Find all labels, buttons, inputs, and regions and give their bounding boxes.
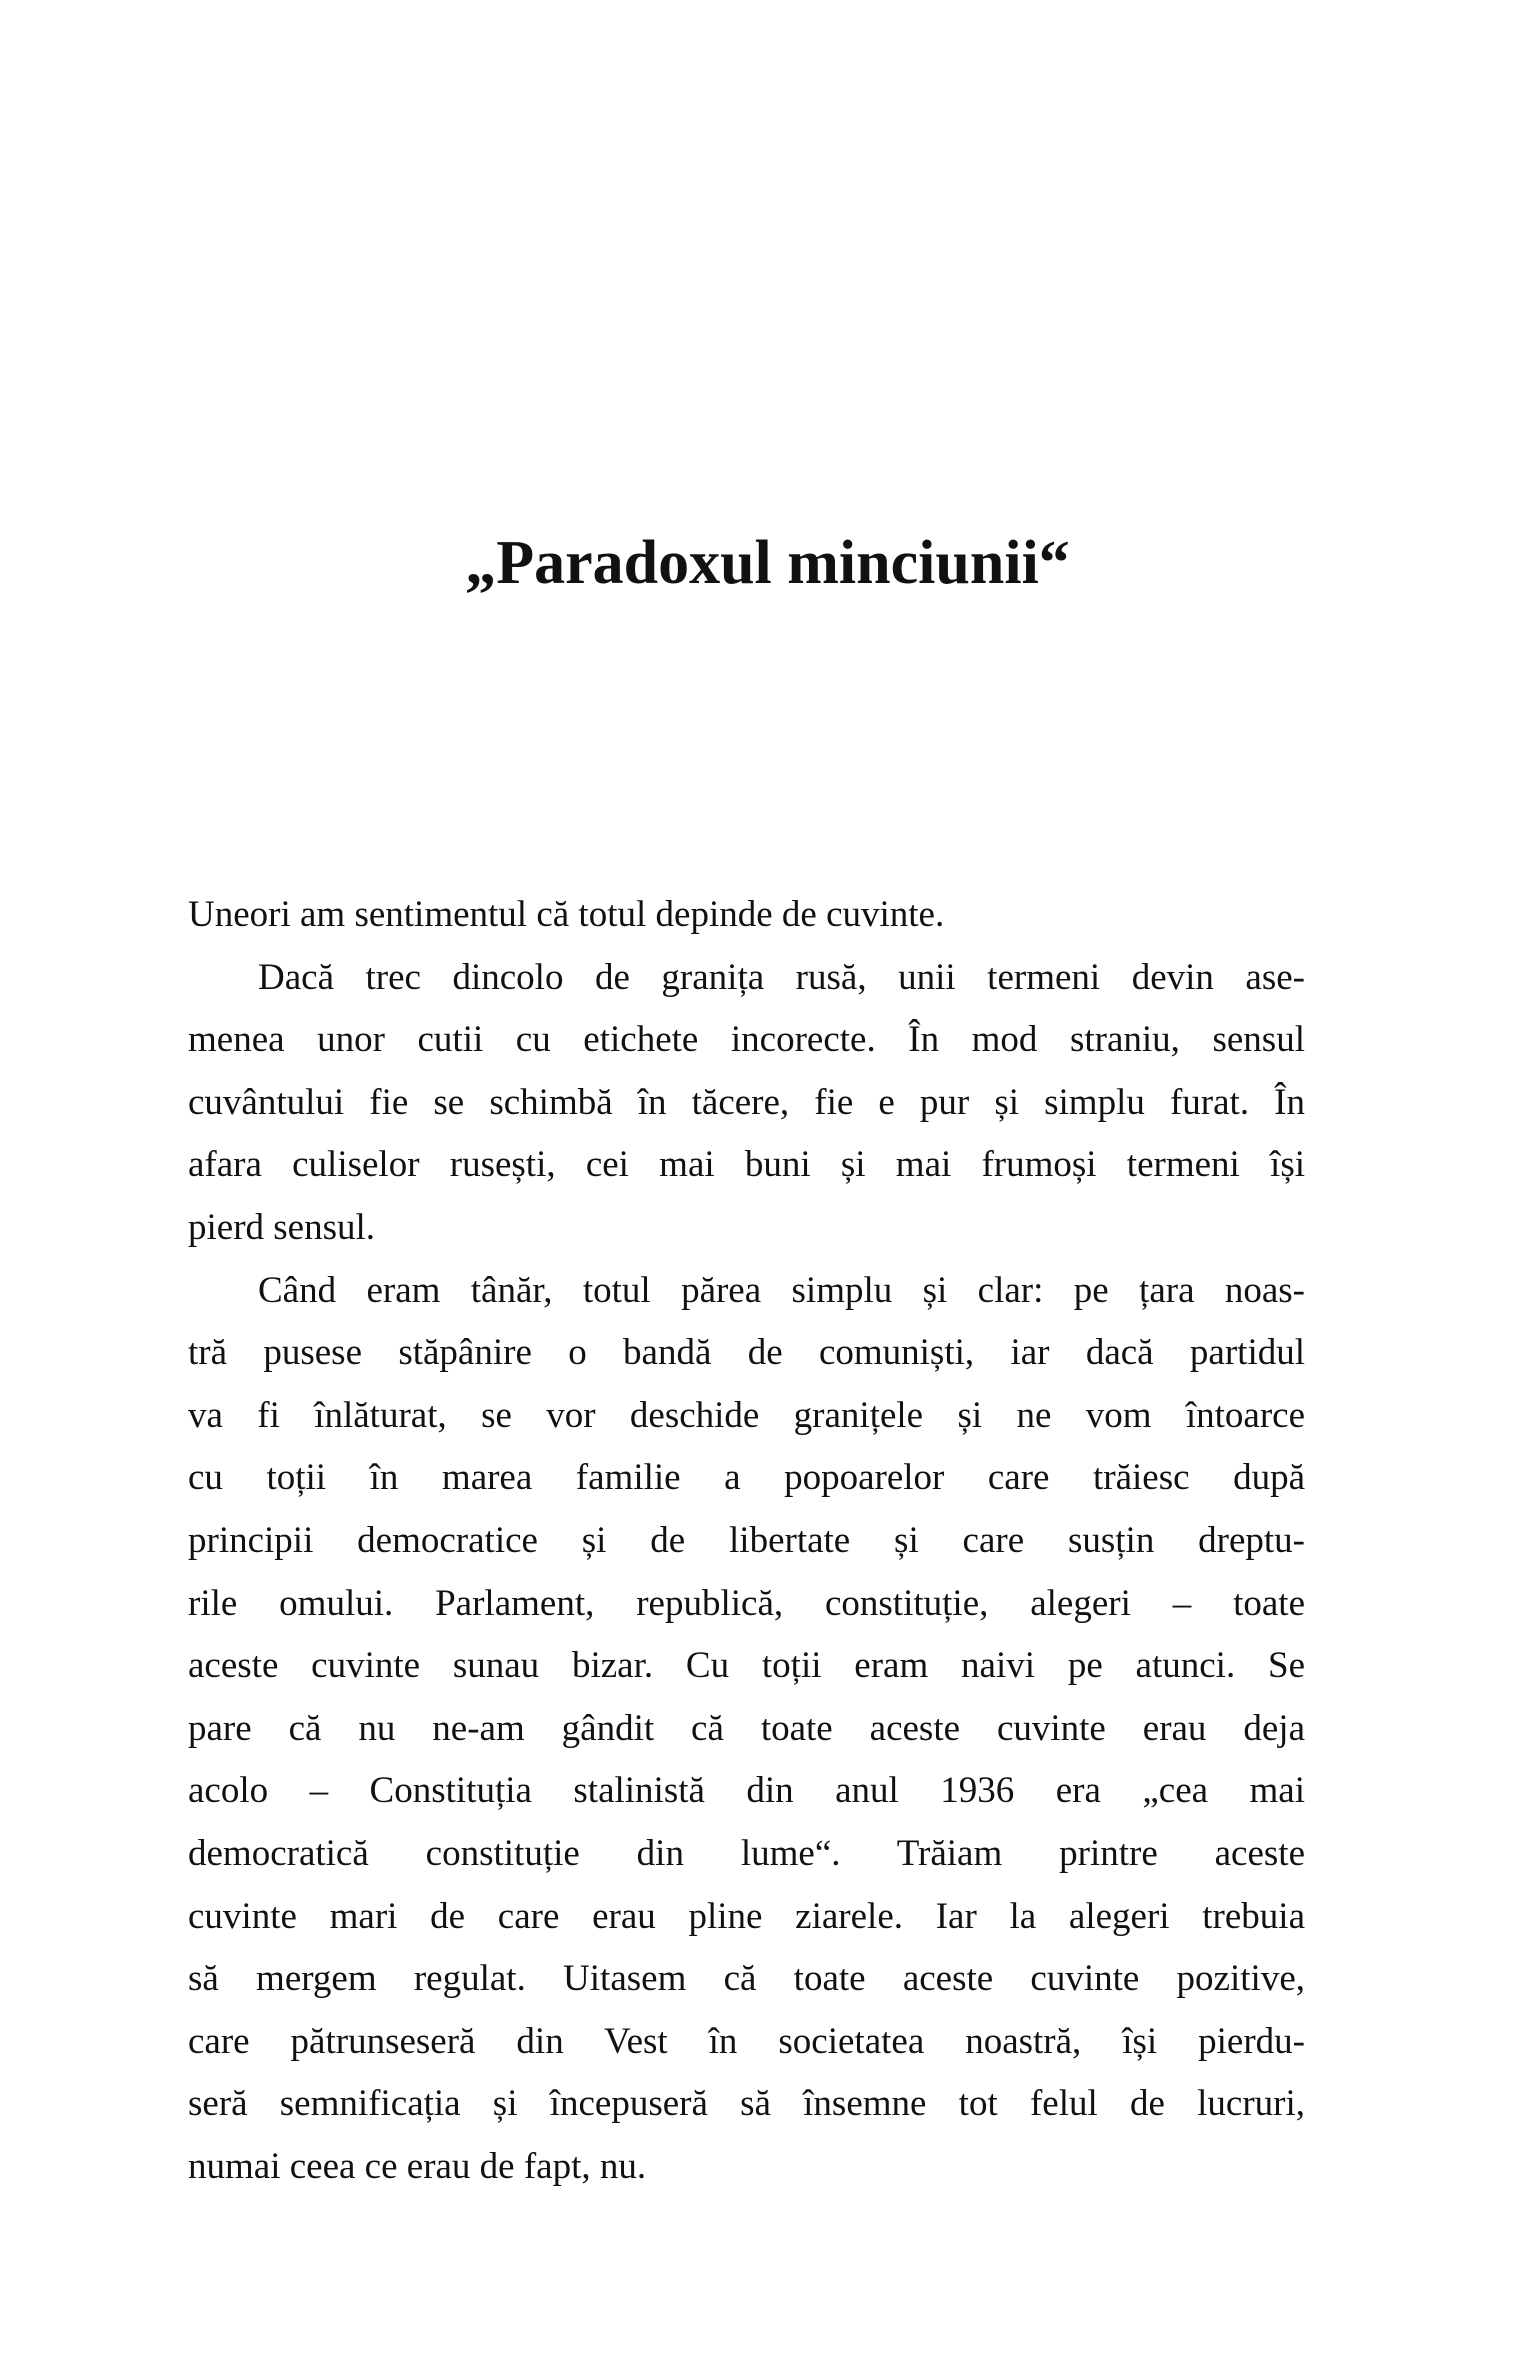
paragraph: [188, 947, 1305, 1260]
text-line: acolo – Constituția stalinistă din anul 1936 era „cea mai: [188, 1770, 1305, 1812]
text-line: cuvinte mari de care erau pline ziarele. Iar la alegeri trebuia: [188, 1895, 1305, 1937]
text-line: va fi înlăturat, se vor deschide granițele și ne vom întoarce: [188, 1394, 1305, 1436]
text-line: democratică constituție din lume“. Trăiam printre aceste: [188, 1832, 1305, 1874]
text-line: Când eram tânăr, totul părea simplu și clar: pe țara noas-: [258, 1269, 1305, 1311]
chapter-title: „Paradoxul minciunii“: [465, 529, 1070, 597]
text-line: rile omului. Parlament, republică, constituție, alegeri – toate: [188, 1582, 1305, 1624]
text-line: Uneori am sentimentul că totul depinde de cuvinte.: [188, 894, 945, 935]
text-line: care pătrunseseră din Vest în societatea noastră, își pierdu-: [188, 2020, 1305, 2062]
text-line: pierd sensul.: [188, 1206, 376, 1248]
text-line: tră pusese stăpânire o bandă de comuniști, iar dacă partidul: [188, 1332, 1305, 1374]
text-line: numai ceea ce erau de fapt, nu.: [188, 2145, 647, 2187]
text-line: seră semnificația și începuseră să însemne tot felul de lucruri,: [188, 2083, 1305, 2125]
text-line: cu toții în marea familie a popoarelor care trăiesc după: [188, 1457, 1305, 1499]
text-line: Dacă trec dincolo de granița rusă, unii termeni devin ase-: [258, 956, 1305, 998]
paragraph: [188, 1260, 1305, 2199]
text-line: afara culiselor rusești, cei mai buni și mai frumoși termeni își: [188, 1144, 1305, 1186]
text-line: cuvântului fie se schimbă în tăcere, fie e pur și simplu furat. În: [188, 1081, 1305, 1123]
body-text: [188, 884, 1305, 2198]
text-line: pare că nu ne-am gândit că toate aceste cuvinte erau deja: [188, 1707, 1305, 1749]
text-line: principii democratice și de libertate și care susțin dreptu-: [188, 1519, 1305, 1561]
text-line: să mergem regulat. Uitasem că toate aceste cuvinte pozitive,: [188, 1958, 1305, 2000]
text-line: menea unor cutii cu etichete incorecte. În mod straniu, sensul: [188, 1019, 1305, 1061]
text-line: aceste cuvinte sunau bizar. Cu toții eram naivi pe atunci. Se: [188, 1645, 1305, 1687]
paragraph: [188, 884, 1305, 947]
